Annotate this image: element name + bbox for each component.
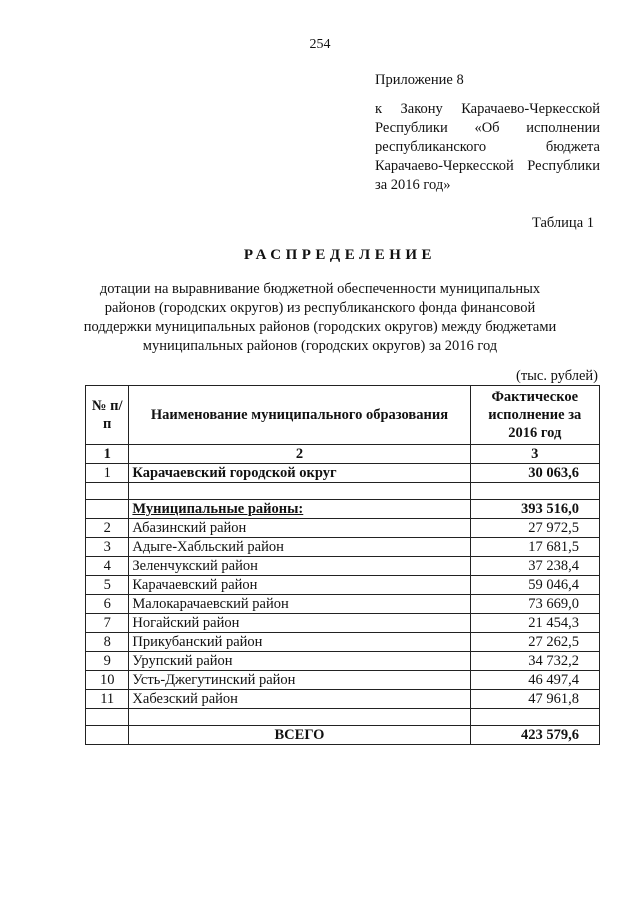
- row-name: Урупский район: [129, 652, 470, 671]
- row-value: 47 961,8: [470, 690, 599, 709]
- units-label: (тыс. рублей): [516, 368, 598, 384]
- table-row: [86, 595, 600, 614]
- row-name: Ногайский район: [129, 614, 470, 633]
- districts-total-row: [86, 500, 600, 519]
- row-value: 27 262,5: [470, 633, 599, 652]
- row-num: 7: [86, 614, 129, 633]
- table-row: [86, 690, 600, 709]
- row-name: Хабезский район: [129, 690, 470, 709]
- row-name: Адыге-Хабльский район: [129, 538, 470, 557]
- appendix-law-reference: к Закону Карачаево-Черкесской Республики «Об исполнении республиканского бюджета Карачаево-Черкесской Республики за 2016 год»: [375, 101, 600, 193]
- row-value: 59 046,4: [470, 576, 599, 595]
- table-row: [86, 633, 600, 652]
- row-value: 34 732,2: [470, 652, 599, 671]
- header-value: Фактическое исполнение за 2016 год: [470, 386, 599, 445]
- table-row: [86, 519, 600, 538]
- row-num: 4: [86, 557, 129, 576]
- row-name: Малокарачаевский район: [129, 595, 470, 614]
- row-num: 5: [86, 576, 129, 595]
- row-value: 46 497,4: [470, 671, 599, 690]
- index-cell-1: 1: [86, 445, 129, 464]
- city-num: 1: [86, 464, 129, 483]
- header-num: № п/п: [86, 386, 129, 445]
- row-num: 2: [86, 519, 129, 538]
- row-num: 3: [86, 538, 129, 557]
- total-label: ВСЕГО: [129, 726, 470, 745]
- row-num: 8: [86, 633, 129, 652]
- table-header-row: [86, 386, 600, 445]
- distribution-table: [85, 385, 600, 745]
- table-label: Таблица 1: [531, 215, 594, 231]
- table-row: [86, 652, 600, 671]
- row-name: Усть-Джегутинский район: [129, 671, 470, 690]
- total-value: 423 579,6: [470, 726, 599, 745]
- appendix-block: [375, 71, 600, 195]
- row-name: Карачаевский район: [129, 576, 470, 595]
- row-num: 10: [86, 671, 129, 690]
- row-num: 11: [86, 690, 129, 709]
- row-value: 37 238,4: [470, 557, 599, 576]
- table-row: [86, 538, 600, 557]
- city-row: [86, 464, 600, 483]
- table-row: [86, 614, 600, 633]
- document-heading: РАСПРЕДЕЛЕНИЕ: [243, 247, 437, 263]
- table-row: [86, 671, 600, 690]
- row-value: 27 972,5: [470, 519, 599, 538]
- table-row: [86, 557, 600, 576]
- appendix-title: Приложение 8: [375, 72, 464, 88]
- row-num: 9: [86, 652, 129, 671]
- row-num: 6: [86, 595, 129, 614]
- index-cell-2: 2: [129, 445, 470, 464]
- districts-total-value: 393 516,0: [470, 500, 599, 519]
- document-subtitle: дотации на выравнивание бюджетной обеспеченности муниципальных районов (городских округов) из республиканского фонда финансовой поддержки муниципальных районов (городских округов) между бюджетами муниципальных районов (городских округов) за 2016 год: [83, 281, 557, 354]
- city-name: Карачаевский городской округ: [129, 464, 470, 483]
- empty-row: [86, 483, 600, 500]
- row-value: 21 454,3: [470, 614, 599, 633]
- row-name: Абазинский район: [129, 519, 470, 538]
- city-value: 30 063,6: [470, 464, 599, 483]
- index-cell-3: 3: [470, 445, 599, 464]
- districts-total-name: Муниципальные районы:: [129, 500, 470, 519]
- page-number: 254: [309, 37, 331, 52]
- empty-row: [86, 709, 600, 726]
- total-row: [86, 726, 600, 745]
- header-name: Наименование муниципального образования: [129, 386, 470, 445]
- row-name: Зеленчукский район: [129, 557, 470, 576]
- row-value: 17 681,5: [470, 538, 599, 557]
- row-value: 73 669,0: [470, 595, 599, 614]
- row-name: Прикубанский район: [129, 633, 470, 652]
- table-row: [86, 576, 600, 595]
- index-row: [86, 445, 600, 464]
